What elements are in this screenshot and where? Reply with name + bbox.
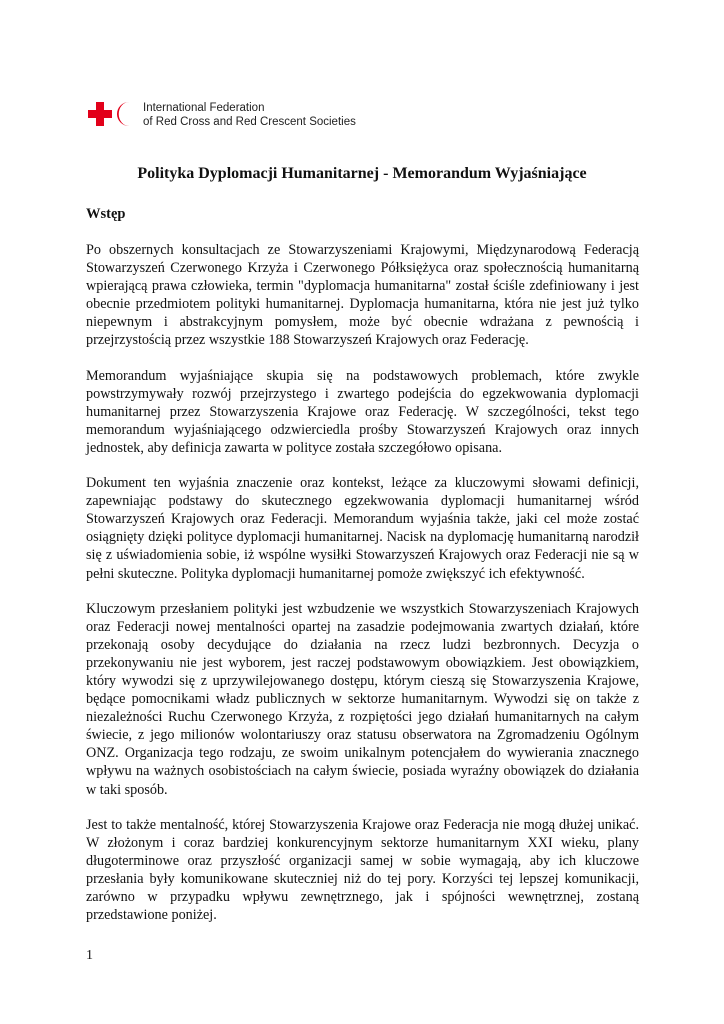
organization-name — [143, 101, 356, 129]
paragraph-4: Kluczowym przesłaniem polityki jest wzbudzenie we wszystkich Stowarzyszeniach Krajowych oraz Federacji nowej mentalności opartej na zasadzie podejmowania zwartych działań, które przekonają osoby decydujące do działania na rzecz ludzi bezbronnych. Decyzja o przekonywaniu nie jest wyborem, jest raczej podstawowym obowiązkiem. Jest obowiązkiem, który wywodzi się z uprzywilejowanego dostępu, którym cieszą się Stowarzyszenia Krajowe, będące pomocnikami władz publicznych w sektorze humanitarnym. Wywodzi się on także z niezależności Ruchu Czerwonego Krzyża, z rozpiętości jego działań humanitarnych na całym świecie, z jego milionów wolontariuszy oraz statusu obserwatora na Zgromadzeniu Ogólnym ONZ. Organizacja tego rodzaju, ze swoim unikalnym potencjałem do wywierania znacznego wpływu na ważnych osobistościach na całym świecie, posiada wyraźny obowiązek do działania w taki sposób. — [86, 600, 639, 798]
red-crescent-icon — [115, 102, 135, 126]
logo-emblems — [88, 102, 135, 126]
paragraph-1: Po obszernych konsultacjach ze Stowarzyszeniami Krajowymi, Międzynarodową Federacją Stowarzyszeń Czerwonego Krzyża i Czerwonego Półksiężyca oraz społecznością humanitarną wpierającą prawa człowieka, termin "dyplomacja humanitarna" został ściśle zdefiniowany i jest obecnie przedmiotem polityki humanitarnej. Dyplomacja humanitarna, która nie jest już tylko niepewnym i abstrakcyjnym pomysłem, może być obecnie wdrażana z pewnością i przejrzystością przez wszystkie 188 Stowarzyszeń Krajowych oraz Federację. — [86, 242, 639, 349]
paragraph-5: Jest to także mentalność, której Stowarzyszenia Krajowe oraz Federacja nie mogą dłużej unikać. W złożonym i coraz bardziej konkurencyjnym sektorze humanitarnym XXI wieku, plany długoterminowe oraz przyszłość organizacji samej w sobie wymagają, aby ich kluczowe przesłania były komunikowane skuteczniej niż do tej pory. Korzyści tej lepszej komunikacji, zarówno w przypadku wpływu zewnętrznego, jak i spójności wewnętrznej, zostaną przedstawione poniżej. — [86, 816, 639, 924]
paragraph-3: Dokument ten wyjaśnia znaczenie oraz kontekst, leżące za kluczowymi słowami definicji, zapewniając podstawy do skutecznego egzekwowania dyplomacji humanitarnej wśród Stowarzyszeń Krajowych oraz Federacji. Memorandum wyjaśnia także, jaki cel może zostać osiągnięty dzięki polityce dyplomacji humanitarnej. Nacisk na dyplomację humanitarną narodził się z uświadomienia sobie, iż wspólne wysiłki Stowarzyszeń Krajowych oraz Federacji nie są w pełni skuteczne. Polityka dyplomacji humanitarnej pomoże zwiększyć ich efektywność. — [86, 475, 639, 582]
org-name-line-2: of Red Cross and Red Crescent Societies — [143, 116, 356, 128]
paragraph-2: Memorandum wyjaśniające skupia się na podstawowych problemach, które zwykle powstrzymywały rozwój przejrzystego i zwartego podejścia do egzekwowania dyplomacji humanitarnej przez Stowarzyszenia Krajowe oraz Federację. W szczególności, tekst tego memorandum wyjaśniającego odzwierciedla prośby Stowarzyszeń Krajowych oraz innych jednostek, aby definicja zawarta w polityce została szczegółowo opisana. — [86, 367, 639, 456]
page-number: 1 — [86, 948, 93, 963]
red-cross-icon — [88, 102, 112, 126]
ifrc-logo — [88, 101, 356, 129]
org-name-line-1: International Federation — [143, 102, 265, 114]
document-title: Polityka Dyplomacji Humanitarnej - Memorandum Wyjaśniające — [137, 165, 587, 182]
section-heading: Wstęp — [86, 206, 126, 222]
body-text — [86, 241, 639, 941]
